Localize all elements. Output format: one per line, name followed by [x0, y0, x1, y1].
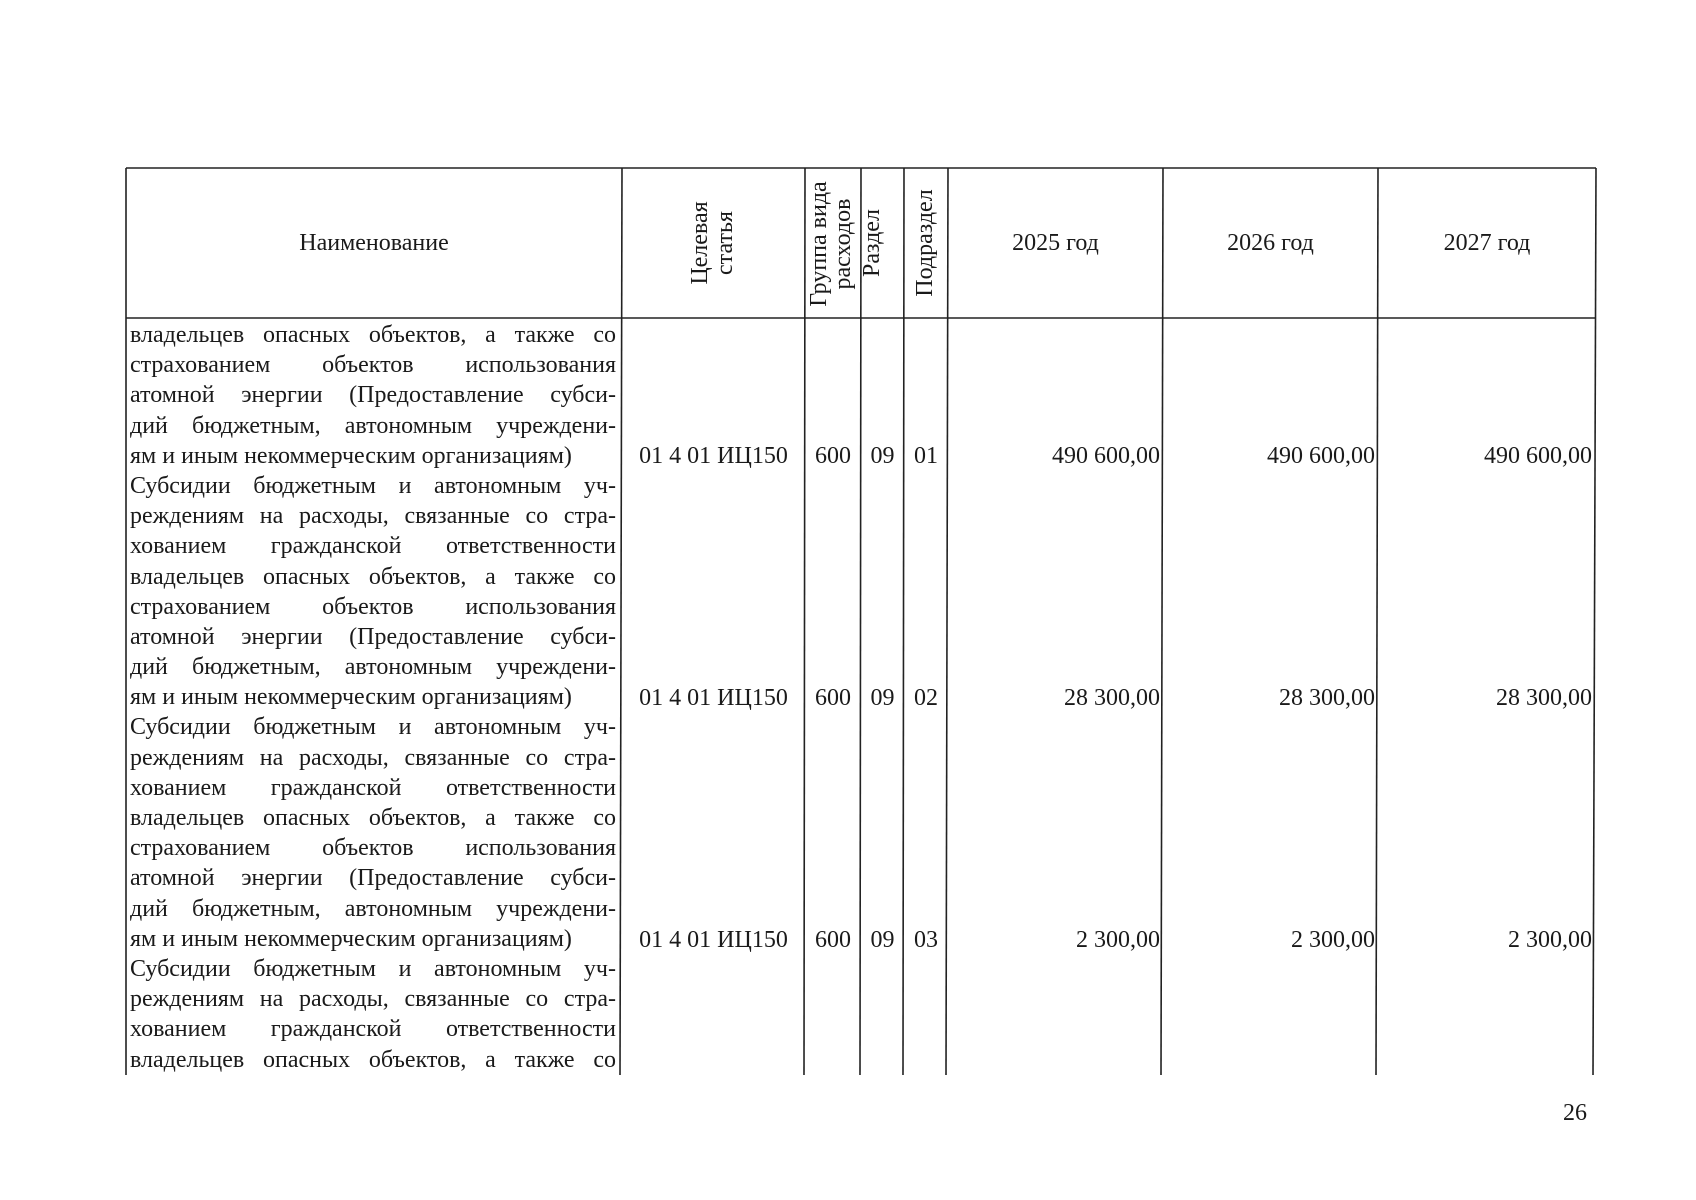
name-line: атомной энергии (Предоставление субси- [130, 623, 616, 650]
name-line: страхованием объектов использования [130, 593, 616, 620]
cell-subsection: 01 [914, 443, 938, 469]
cell-2026: 490 600,00 [1267, 443, 1375, 469]
cell-expense-group: 600 [815, 685, 851, 711]
name-line: атомной энергии (Предоставление субси- [130, 382, 616, 409]
name-line: Субсидии бюджетным и автономным уч- [130, 714, 616, 741]
name-line: владельцев опасных объектов, а также со [130, 805, 616, 831]
cell-expense-group: 600 [815, 443, 851, 469]
name-line: владельцев опасных объектов, а также со [130, 563, 616, 590]
cell-subsection: 03 [914, 927, 938, 953]
cell-target-article: 01 4 01 ИЦ150 [639, 927, 788, 953]
name-line: дий бюджетным, автономным учреждени- [130, 654, 616, 681]
cell-section: 09 [870, 685, 895, 711]
cell-2027: 490 600,00 [1484, 443, 1592, 469]
name-line: страхованием объектов использования [130, 352, 616, 379]
cell-2027: 28 300,00 [1496, 685, 1592, 711]
header-2027: 2027 год [1443, 230, 1531, 256]
name-line: хованием гражданской ответственности [130, 1016, 616, 1043]
cell-2026: 28 300,00 [1279, 685, 1375, 711]
cell-2027: 2 300,00 [1508, 927, 1592, 953]
cell-2026: 2 300,00 [1291, 927, 1375, 953]
header-2026: 2026 год [1227, 230, 1314, 256]
cell-section: 09 [870, 443, 895, 469]
name-line: атомной энергии (Предоставление субси- [130, 865, 616, 892]
cell-target-article: 01 4 01 ИЦ150 [639, 685, 788, 711]
name-line: реждениям на расходы, связанные со стра- [130, 986, 616, 1013]
name-line: дий бюджетным, автономным учреждени- [130, 412, 616, 439]
name-line: Субсидии бюджетным и автономным уч- [130, 955, 616, 982]
header-subsection: Подраздел [912, 189, 938, 297]
header-name: Наименование [299, 230, 449, 256]
header-section: Раздел [859, 209, 885, 277]
name-line: хованием гражданской ответственности [130, 533, 616, 560]
name-line: ям и иным некоммерческим организациям) [130, 925, 572, 952]
cell-subsection: 02 [914, 685, 938, 711]
cell-2025: 490 600,00 [1052, 443, 1160, 469]
cell-2025: 28 300,00 [1064, 685, 1160, 711]
cell-2025: 2 300,00 [1076, 927, 1160, 953]
name-line: владельцев опасных объектов, а также со [130, 1046, 616, 1073]
name-line: хованием гражданской ответственности [130, 774, 616, 801]
cell-target-article: 01 4 01 ИЦ150 [639, 443, 788, 469]
page-number: 26 [1563, 1100, 1587, 1126]
name-line: реждениям на расходы, связанные со стра- [130, 503, 616, 530]
cell-section: 09 [870, 927, 895, 953]
header-expense-group: Группа вида расходов [806, 181, 856, 307]
name-line: ям и иным некоммерческим организациям) [130, 684, 572, 711]
name-line: Субсидии бюджетным и автономным уч- [130, 472, 616, 499]
cell-expense-group: 600 [815, 927, 851, 953]
name-line: владельцев опасных объектов, а также со [130, 322, 616, 348]
name-line: страхованием объектов использования [130, 835, 616, 862]
header-2025: 2025 год [1012, 230, 1099, 256]
name-column-text [130, 320, 616, 1075]
header-target-article: Целевая статья [687, 201, 738, 285]
name-line: ям и иным некоммерческим организациям) [130, 442, 572, 469]
name-line: дий бюджетным, автономным учреждени- [130, 895, 616, 922]
name-line: реждениям на расходы, связанные со стра- [130, 744, 616, 771]
